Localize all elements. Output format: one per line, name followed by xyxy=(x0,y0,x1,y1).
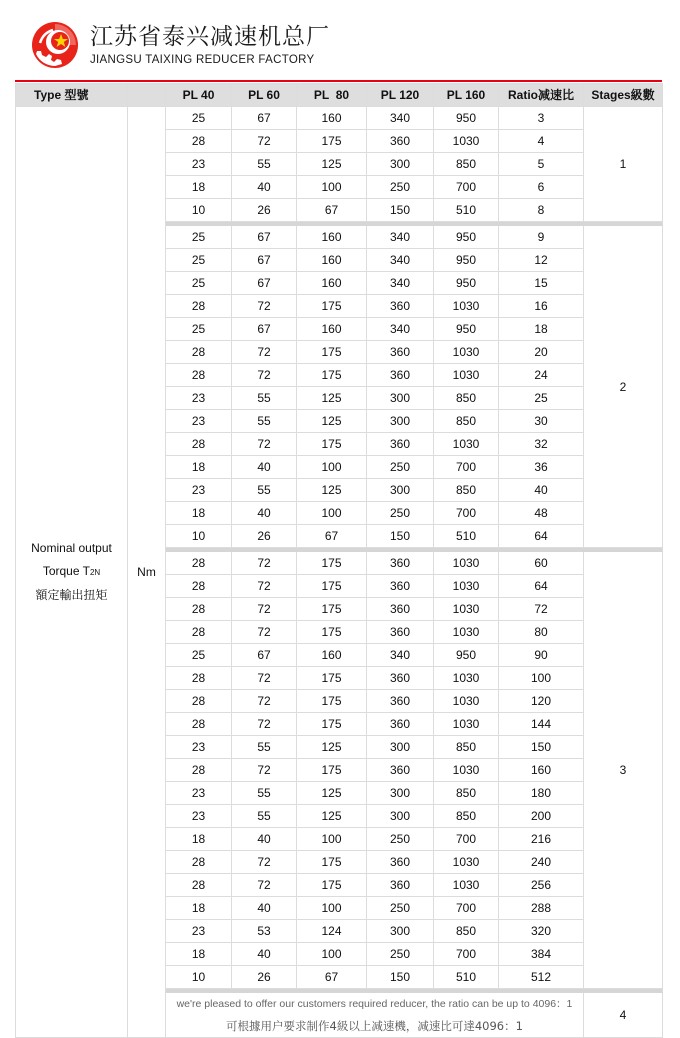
torque-cell: 28 xyxy=(166,341,232,364)
torque-cell: 250 xyxy=(367,456,434,479)
torque-cell: 40 xyxy=(232,828,297,851)
torque-cell: 850 xyxy=(434,153,499,176)
torque-cell: 360 xyxy=(367,341,434,364)
ratio-cell: 512 xyxy=(499,966,584,989)
torque-cell: 125 xyxy=(297,805,367,828)
torque-cell: 18 xyxy=(166,502,232,525)
torque-cell: 28 xyxy=(166,874,232,897)
ratio-cell: 64 xyxy=(499,575,584,598)
ratio-cell: 9 xyxy=(499,226,584,249)
ratio-cell: 80 xyxy=(499,621,584,644)
torque-cell: 40 xyxy=(232,456,297,479)
ratio-cell: 160 xyxy=(499,759,584,782)
torque-cell: 360 xyxy=(367,130,434,153)
torque-cell: 1030 xyxy=(434,364,499,387)
torque-cell: 300 xyxy=(367,479,434,502)
torque-cell: 100 xyxy=(297,897,367,920)
torque-cell: 175 xyxy=(297,575,367,598)
torque-cell: 340 xyxy=(367,249,434,272)
torque-cell: 72 xyxy=(232,341,297,364)
col-header-pl60: PL 60 xyxy=(232,84,297,107)
torque-cell: 175 xyxy=(297,759,367,782)
torque-cell: 28 xyxy=(166,433,232,456)
torque-cell: 340 xyxy=(367,272,434,295)
torque-cell: 700 xyxy=(434,502,499,525)
torque-cell: 360 xyxy=(367,874,434,897)
torque-cell: 250 xyxy=(367,176,434,199)
torque-cell: 26 xyxy=(232,199,297,222)
torque-cell: 360 xyxy=(367,552,434,575)
ratio-cell: 240 xyxy=(499,851,584,874)
torque-cell: 72 xyxy=(232,433,297,456)
torque-cell: 175 xyxy=(297,364,367,387)
ratio-cell: 20 xyxy=(499,341,584,364)
torque-cell: 175 xyxy=(297,851,367,874)
unit-cell: Nm xyxy=(128,107,166,1038)
torque-cell: 340 xyxy=(367,644,434,667)
torque-cell: 950 xyxy=(434,226,499,249)
torque-cell: 40 xyxy=(232,176,297,199)
ratio-cell: 36 xyxy=(499,456,584,479)
torque-cell: 55 xyxy=(232,479,297,502)
torque-cell: 850 xyxy=(434,479,499,502)
torque-cell: 340 xyxy=(367,318,434,341)
torque-cell: 1030 xyxy=(434,341,499,364)
torque-cell: 72 xyxy=(232,364,297,387)
torque-cell: 100 xyxy=(297,502,367,525)
torque-cell: 125 xyxy=(297,387,367,410)
torque-cell: 55 xyxy=(232,805,297,828)
torque-cell: 1030 xyxy=(434,552,499,575)
torque-cell: 175 xyxy=(297,667,367,690)
torque-cell: 23 xyxy=(166,410,232,433)
torque-cell: 1030 xyxy=(434,690,499,713)
torque-cell: 67 xyxy=(297,966,367,989)
torque-cell: 160 xyxy=(297,272,367,295)
brand-name-cn: 江苏省泰兴减速机总厂 xyxy=(90,24,330,50)
ratio-cell: 4 xyxy=(499,130,584,153)
torque-cell: 23 xyxy=(166,479,232,502)
torque-cell: 160 xyxy=(297,226,367,249)
torque-cell: 300 xyxy=(367,387,434,410)
torque-cell: 23 xyxy=(166,153,232,176)
torque-cell: 72 xyxy=(232,690,297,713)
torque-cell: 28 xyxy=(166,690,232,713)
torque-cell: 72 xyxy=(232,713,297,736)
torque-cell: 300 xyxy=(367,920,434,943)
torque-cell: 1030 xyxy=(434,621,499,644)
torque-cell: 100 xyxy=(297,176,367,199)
torque-cell: 300 xyxy=(367,782,434,805)
torque-cell: 1030 xyxy=(434,598,499,621)
col-header-pl120: PL 120 xyxy=(367,84,434,107)
torque-cell: 23 xyxy=(166,782,232,805)
stage-cell: 2 xyxy=(584,226,663,548)
torque-cell: 175 xyxy=(297,690,367,713)
ratio-cell: 120 xyxy=(499,690,584,713)
torque-cell: 67 xyxy=(232,318,297,341)
note-en: we're pleased to offer our customers required reducer, the ratio can be up to 4096：1 xyxy=(176,998,573,1010)
torque-cell: 125 xyxy=(297,736,367,759)
torque-cell: 850 xyxy=(434,410,499,433)
col-header-pl80: PL 80 xyxy=(297,84,367,107)
torque-cell: 175 xyxy=(297,341,367,364)
torque-spec-table xyxy=(15,83,663,1038)
torque-cell: 28 xyxy=(166,851,232,874)
ratio-cell: 60 xyxy=(499,552,584,575)
torque-cell: 950 xyxy=(434,644,499,667)
col-header-ratio: Ratio减速比 xyxy=(499,84,584,107)
torque-cell: 175 xyxy=(297,874,367,897)
torque-cell: 700 xyxy=(434,828,499,851)
torque-cell: 10 xyxy=(166,525,232,548)
torque-cell: 175 xyxy=(297,621,367,644)
torque-cell: 40 xyxy=(232,943,297,966)
ratio-cell: 320 xyxy=(499,920,584,943)
torque-cell: 72 xyxy=(232,575,297,598)
torque-cell: 72 xyxy=(232,667,297,690)
torque-cell: 26 xyxy=(232,525,297,548)
torque-cell: 67 xyxy=(297,525,367,548)
torque-cell: 25 xyxy=(166,644,232,667)
note-cn: 可根據用户要求制作4級以上减速機，减速比可達4096：1 xyxy=(226,1019,523,1033)
ratio-cell: 384 xyxy=(499,943,584,966)
torque-cell: 1030 xyxy=(434,575,499,598)
ratio-cell: 200 xyxy=(499,805,584,828)
torque-cell: 72 xyxy=(232,621,297,644)
torque-cell: 850 xyxy=(434,782,499,805)
ratio-cell: 256 xyxy=(499,874,584,897)
torque-cell: 55 xyxy=(232,736,297,759)
ratio-cell: 90 xyxy=(499,644,584,667)
torque-cell: 360 xyxy=(367,295,434,318)
torque-cell: 18 xyxy=(166,176,232,199)
torque-cell: 360 xyxy=(367,759,434,782)
torque-cell: 160 xyxy=(297,107,367,130)
torque-cell: 28 xyxy=(166,130,232,153)
torque-cell: 28 xyxy=(166,552,232,575)
torque-cell: 40 xyxy=(232,897,297,920)
torque-cell: 700 xyxy=(434,456,499,479)
torque-cell: 28 xyxy=(166,295,232,318)
torque-cell: 150 xyxy=(367,525,434,548)
torque-cell: 67 xyxy=(232,107,297,130)
torque-cell: 18 xyxy=(166,943,232,966)
torque-cell: 360 xyxy=(367,621,434,644)
torque-cell: 1030 xyxy=(434,130,499,153)
ratio-cell: 3 xyxy=(499,107,584,130)
torque-cell: 23 xyxy=(166,387,232,410)
torque-cell: 300 xyxy=(367,153,434,176)
torque-cell: 360 xyxy=(367,364,434,387)
torque-cell: 300 xyxy=(367,736,434,759)
row-label-line2 xyxy=(16,560,127,584)
torque-cell: 40 xyxy=(232,502,297,525)
torque-cell: 25 xyxy=(166,272,232,295)
torque-cell: 55 xyxy=(232,782,297,805)
table-row xyxy=(16,107,663,130)
torque-cell: 175 xyxy=(297,713,367,736)
torque-cell: 1030 xyxy=(434,874,499,897)
torque-cell: 125 xyxy=(297,410,367,433)
torque-cell: 175 xyxy=(297,433,367,456)
torque-cell: 340 xyxy=(367,107,434,130)
ratio-cell: 64 xyxy=(499,525,584,548)
torque-cell: 125 xyxy=(297,782,367,805)
brand-name-en: JIANGSU TAIXING REDUCER FACTORY xyxy=(90,54,315,66)
torque-cell: 510 xyxy=(434,966,499,989)
table-body xyxy=(16,107,663,1038)
torque-cell: 18 xyxy=(166,456,232,479)
torque-cell: 150 xyxy=(367,966,434,989)
torque-cell: 18 xyxy=(166,897,232,920)
torque-cell: 360 xyxy=(367,667,434,690)
torque-cell: 28 xyxy=(166,621,232,644)
page-header xyxy=(0,0,680,82)
torque-cell: 250 xyxy=(367,943,434,966)
torque-cell: 150 xyxy=(367,199,434,222)
note-cell xyxy=(166,993,584,1038)
torque-cell: 850 xyxy=(434,387,499,410)
torque-cell: 72 xyxy=(232,598,297,621)
torque-cell: 26 xyxy=(232,966,297,989)
torque-cell: 28 xyxy=(166,364,232,387)
torque-cell: 1030 xyxy=(434,713,499,736)
col-header-stages: Stages級數 xyxy=(584,84,663,107)
row-label-line1: Nominal output xyxy=(31,541,112,555)
ratio-cell: 25 xyxy=(499,387,584,410)
torque-cell: 10 xyxy=(166,199,232,222)
torque-cell: 72 xyxy=(232,851,297,874)
torque-cell: 100 xyxy=(297,456,367,479)
torque-cell: 72 xyxy=(232,295,297,318)
torque-cell: 360 xyxy=(367,690,434,713)
table-header-row xyxy=(16,84,663,107)
torque-cell: 850 xyxy=(434,736,499,759)
torque-cell: 23 xyxy=(166,920,232,943)
torque-cell: 72 xyxy=(232,130,297,153)
torque-cell: 100 xyxy=(297,828,367,851)
torque-cell: 25 xyxy=(166,249,232,272)
torque-cell: 250 xyxy=(367,828,434,851)
ratio-cell: 18 xyxy=(499,318,584,341)
torque-cell: 1030 xyxy=(434,433,499,456)
torque-cell: 25 xyxy=(166,107,232,130)
row-label-subscript: 2N xyxy=(89,568,101,577)
stage-cell: 3 xyxy=(584,552,663,989)
torque-cell: 55 xyxy=(232,153,297,176)
torque-cell: 360 xyxy=(367,598,434,621)
torque-cell: 850 xyxy=(434,920,499,943)
ratio-cell: 8 xyxy=(499,199,584,222)
torque-cell: 67 xyxy=(232,226,297,249)
torque-cell: 72 xyxy=(232,759,297,782)
torque-cell: 125 xyxy=(297,479,367,502)
ratio-cell: 48 xyxy=(499,502,584,525)
torque-cell: 950 xyxy=(434,107,499,130)
ratio-cell: 180 xyxy=(499,782,584,805)
col-header-pl40: PL 40 xyxy=(166,84,232,107)
torque-cell: 700 xyxy=(434,943,499,966)
torque-cell: 1030 xyxy=(434,759,499,782)
torque-cell: 53 xyxy=(232,920,297,943)
ratio-cell: 288 xyxy=(499,897,584,920)
torque-cell: 1030 xyxy=(434,851,499,874)
row-label-line3: 額定輸出扭矩 xyxy=(35,588,108,602)
torque-cell: 25 xyxy=(166,318,232,341)
torque-cell: 160 xyxy=(297,644,367,667)
torque-cell: 300 xyxy=(367,805,434,828)
torque-cell: 250 xyxy=(367,502,434,525)
row-label-nominal-torque xyxy=(16,107,128,1038)
stage-cell: 1 xyxy=(584,107,663,222)
torque-cell: 250 xyxy=(367,897,434,920)
torque-cell: 510 xyxy=(434,199,499,222)
torque-cell: 175 xyxy=(297,552,367,575)
ratio-cell: 24 xyxy=(499,364,584,387)
torque-cell: 23 xyxy=(166,736,232,759)
torque-cell: 175 xyxy=(297,598,367,621)
torque-cell: 1030 xyxy=(434,667,499,690)
torque-cell: 700 xyxy=(434,176,499,199)
col-header-pl160: PL 160 xyxy=(434,84,499,107)
torque-cell: 28 xyxy=(166,667,232,690)
torque-cell: 28 xyxy=(166,575,232,598)
torque-cell: 72 xyxy=(232,552,297,575)
torque-cell: 28 xyxy=(166,713,232,736)
torque-cell: 950 xyxy=(434,249,499,272)
torque-cell: 67 xyxy=(232,644,297,667)
ratio-cell: 15 xyxy=(499,272,584,295)
torque-cell: 360 xyxy=(367,575,434,598)
torque-cell: 10 xyxy=(166,966,232,989)
ratio-cell: 16 xyxy=(499,295,584,318)
torque-cell: 67 xyxy=(297,199,367,222)
torque-cell: 950 xyxy=(434,318,499,341)
torque-cell: 124 xyxy=(297,920,367,943)
torque-cell: 28 xyxy=(166,598,232,621)
torque-cell: 340 xyxy=(367,226,434,249)
torque-cell: 72 xyxy=(232,874,297,897)
torque-cell: 360 xyxy=(367,433,434,456)
torque-cell: 28 xyxy=(166,759,232,782)
gear-star-logo-icon xyxy=(31,21,79,69)
torque-cell: 360 xyxy=(367,851,434,874)
ratio-cell: 12 xyxy=(499,249,584,272)
torque-cell: 510 xyxy=(434,525,499,548)
torque-cell: 100 xyxy=(297,943,367,966)
torque-cell: 55 xyxy=(232,387,297,410)
col-header-type: Type 型號 xyxy=(16,84,128,107)
ratio-cell: 144 xyxy=(499,713,584,736)
torque-cell: 360 xyxy=(367,713,434,736)
torque-cell: 25 xyxy=(166,226,232,249)
ratio-cell: 32 xyxy=(499,433,584,456)
ratio-cell: 5 xyxy=(499,153,584,176)
torque-cell: 18 xyxy=(166,828,232,851)
ratio-cell: 150 xyxy=(499,736,584,759)
ratio-cell: 100 xyxy=(499,667,584,690)
torque-cell: 175 xyxy=(297,295,367,318)
torque-cell: 160 xyxy=(297,318,367,341)
ratio-cell: 216 xyxy=(499,828,584,851)
torque-cell: 300 xyxy=(367,410,434,433)
torque-cell: 125 xyxy=(297,153,367,176)
torque-cell: 160 xyxy=(297,249,367,272)
torque-cell: 175 xyxy=(297,130,367,153)
row-label-line2-text: Torque T xyxy=(42,564,90,578)
torque-cell: 700 xyxy=(434,897,499,920)
header-divider xyxy=(15,80,662,82)
ratio-cell: 72 xyxy=(499,598,584,621)
ratio-cell: 6 xyxy=(499,176,584,199)
torque-cell: 950 xyxy=(434,272,499,295)
col-header-unit xyxy=(128,84,166,107)
ratio-cell: 40 xyxy=(499,479,584,502)
torque-cell: 850 xyxy=(434,805,499,828)
torque-cell: 67 xyxy=(232,272,297,295)
torque-cell: 1030 xyxy=(434,295,499,318)
stage-cell: 4 xyxy=(584,993,663,1038)
torque-cell: 23 xyxy=(166,805,232,828)
torque-cell: 55 xyxy=(232,410,297,433)
ratio-cell: 30 xyxy=(499,410,584,433)
torque-cell: 67 xyxy=(232,249,297,272)
